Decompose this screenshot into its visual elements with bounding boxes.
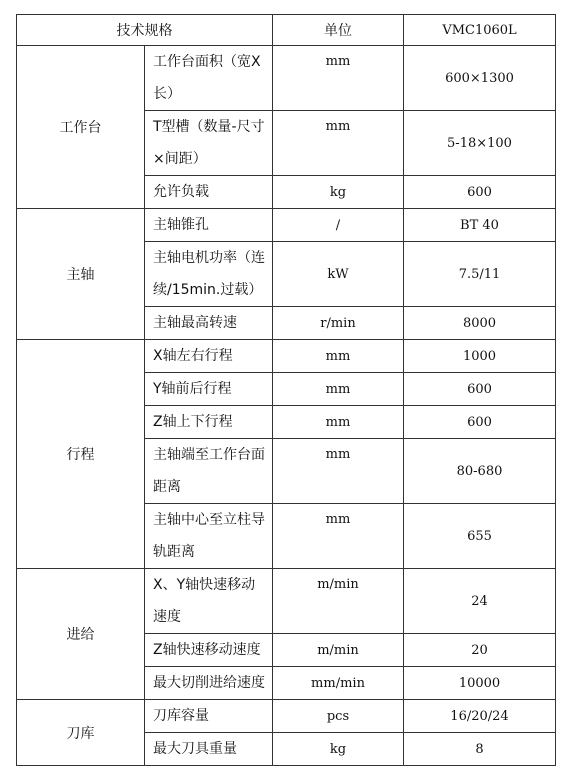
spec-name: 主轴端至工作台面距离 xyxy=(145,439,273,504)
spec-unit: mm xyxy=(273,504,404,569)
spec-name: T型槽（数量-尺寸×间距） xyxy=(145,111,273,176)
category-feed: 进给 xyxy=(17,569,145,700)
spec-unit: mm xyxy=(273,373,404,406)
category-worktable: 工作台 xyxy=(17,46,145,209)
spec-value: 600 xyxy=(404,373,556,406)
spec-unit: r/min xyxy=(273,307,404,340)
spec-unit: mm xyxy=(273,111,404,176)
spec-unit: / xyxy=(273,209,404,242)
spec-unit: kg xyxy=(273,176,404,209)
spec-name: 允许负载 xyxy=(145,176,273,209)
spec-name: 主轴锥孔 xyxy=(145,209,273,242)
spec-unit: m/min xyxy=(273,569,404,634)
spec-name: 主轴中心至立柱导轨距离 xyxy=(145,504,273,569)
spec-unit: mm xyxy=(273,340,404,373)
spec-name: 最大刀具重量 xyxy=(145,733,273,766)
header-model: VMC1060L xyxy=(404,15,556,46)
spec-value: 80-680 xyxy=(404,439,556,504)
spec-value: BT 40 xyxy=(404,209,556,242)
table-row xyxy=(17,46,556,111)
category-tool-magazine: 刀库 xyxy=(17,700,145,766)
spec-value: 7.5/11 xyxy=(404,242,556,307)
spec-unit: kg xyxy=(273,733,404,766)
spec-value: 600 xyxy=(404,176,556,209)
spec-unit: mm xyxy=(273,439,404,504)
table-row xyxy=(17,340,556,373)
spec-unit: mm xyxy=(273,406,404,439)
spec-name: 主轴最高转速 xyxy=(145,307,273,340)
spec-value: 16/20/24 xyxy=(404,700,556,733)
spec-value: 655 xyxy=(404,504,556,569)
spec-value: 1000 xyxy=(404,340,556,373)
header-unit: 单位 xyxy=(273,15,404,46)
spec-value: 5-18×100 xyxy=(404,111,556,176)
category-travel: 行程 xyxy=(17,340,145,569)
spec-value: 8000 xyxy=(404,307,556,340)
spec-table xyxy=(16,14,556,766)
spec-value: 600×1300 xyxy=(404,46,556,111)
category-spindle: 主轴 xyxy=(17,209,145,340)
spec-value: 8 xyxy=(404,733,556,766)
spec-name: 最大切削进给速度 xyxy=(145,667,273,700)
spec-name: Z轴上下行程 xyxy=(145,406,273,439)
spec-unit: kW xyxy=(273,242,404,307)
spec-unit: mm/min xyxy=(273,667,404,700)
spec-unit: pcs xyxy=(273,700,404,733)
spec-unit: mm xyxy=(273,46,404,111)
spec-name: X、Y轴快速移动速度 xyxy=(145,569,273,634)
spec-name: 主轴电机功率（连续/15min.过载） xyxy=(145,242,273,307)
table-row xyxy=(17,700,556,733)
spec-value: 20 xyxy=(404,634,556,667)
spec-name: 刀库容量 xyxy=(145,700,273,733)
spec-unit: m/min xyxy=(273,634,404,667)
table-header-row xyxy=(17,15,556,46)
spec-value: 600 xyxy=(404,406,556,439)
header-spec: 技术规格 xyxy=(17,15,273,46)
spec-name: X轴左右行程 xyxy=(145,340,273,373)
spec-name: Z轴快速移动速度 xyxy=(145,634,273,667)
spec-name: 工作台面积（宽X长） xyxy=(145,46,273,111)
spec-name: Y轴前后行程 xyxy=(145,373,273,406)
spec-value: 24 xyxy=(404,569,556,634)
table-row xyxy=(17,209,556,242)
spec-value: 10000 xyxy=(404,667,556,700)
table-row xyxy=(17,569,556,634)
